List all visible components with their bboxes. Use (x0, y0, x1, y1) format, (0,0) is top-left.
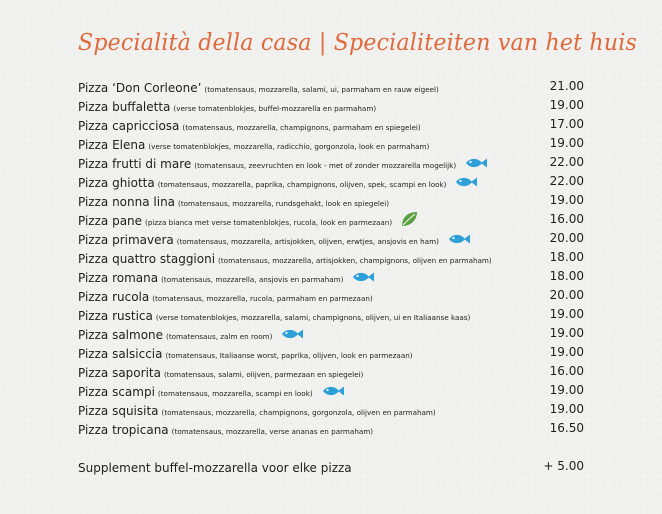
item-name: Pizza Elena (78, 138, 146, 152)
item-description: (tomatensaus, mozzarella, champignons, gorgonzola, olijven en parmaham) (161, 408, 436, 417)
item-description: (tomatensaus, mozzarella, rundsgehakt, look en spiegelei) (178, 199, 390, 208)
menu-item-1 (78, 77, 584, 96)
item-price: 16.00 (549, 364, 584, 378)
menu-item-12 (78, 286, 584, 305)
item-price: 18.00 (549, 250, 584, 264)
item-name: Pizza nonna lina (78, 195, 176, 209)
item-description: (tomatensaus, mozzarella, artisjokken, champignons, olijven en parmaham) (218, 256, 492, 265)
item-price: 21.00 (549, 79, 584, 93)
fish-icon (321, 382, 345, 401)
page-title: Specialità della casa | Specialiteiten van het huis (78, 30, 638, 56)
item-description: (tomatensaus, mozzarella, salami, ui, parmaham en rauw eigeel) (204, 85, 439, 94)
menu-list (78, 77, 584, 438)
item-name: Pizza scampi (78, 385, 155, 399)
item-price: 19.00 (549, 307, 584, 321)
item-description: (verse tomatenblokjes, buffel-mozzarella en parmaham) (173, 104, 377, 113)
fish-icon (351, 268, 375, 287)
fish-icon (464, 154, 488, 173)
menu-item-2 (78, 96, 584, 115)
menu-item-4 (78, 134, 584, 153)
menu-item-8 (78, 210, 584, 229)
item-price: 19.00 (549, 98, 584, 112)
item-description: (tomatensaus, mozzarella, ansjovis en parmaham) (161, 275, 344, 284)
item-name: Pizza saporita (78, 366, 161, 380)
menu-item-18 (78, 400, 584, 419)
item-name: Pizza pane (78, 214, 143, 228)
item-name: Pizza frutti di mare (78, 157, 192, 171)
menu-item-11 (78, 267, 584, 286)
item-price: 19.00 (549, 326, 584, 340)
menu-item-16 (78, 362, 584, 381)
item-name: Pizza rustica (78, 309, 153, 323)
item-name: Pizza quattro staggioni (78, 252, 216, 266)
item-name: Pizza capricciosa (78, 119, 180, 133)
item-price: 19.00 (549, 345, 584, 359)
supplement-row (78, 457, 584, 476)
menu-item-10 (78, 248, 584, 267)
item-price: 20.00 (549, 288, 584, 302)
item-description: (tomatensaus, mozzarella, rucola, parmaham en parmezaan) (152, 294, 373, 303)
item-description: (verse tomatenblokjes, mozzarella, salami, champignons, olijven, ui en Italiaanse kaas) (155, 313, 471, 322)
item-name: Pizza romana (78, 271, 159, 285)
item-description: (pizza bianca met verse tomatenblokjes, rucola, look en parmezaan) (145, 218, 393, 227)
item-description: (tomatensaus, mozzarella, paprika, champignons, olijven, spek, scampi en look) (157, 180, 447, 189)
supplement-label: Supplement buffel-mozzarella voor elke pizza (78, 461, 352, 475)
item-description: (tomatensaus, mozzarella, verse ananas en parmaham) (171, 427, 374, 436)
item-price: 17.00 (549, 117, 584, 131)
item-description: (tomatensaus, zeevruchten en look - met of zonder mozzarella mogelijk) (194, 161, 457, 170)
item-description: (tomatensaus, mozzarella, artisjokken, olijven, erwtjes, ansjovis en ham) (176, 237, 439, 246)
item-name: Pizza salsiccia (78, 347, 163, 361)
item-price: 19.00 (549, 193, 584, 207)
item-price: 19.00 (549, 402, 584, 416)
item-price: 19.00 (549, 136, 584, 150)
item-name: Pizza ‘Don Corleone’ (78, 81, 202, 95)
item-name: Pizza ghiotta (78, 176, 155, 190)
item-price: 19.00 (549, 383, 584, 397)
item-description: (tomatensaus, zalm en room) (166, 332, 273, 341)
menu-item-15 (78, 343, 584, 362)
menu-item-7 (78, 191, 584, 210)
item-name: Pizza rucola (78, 290, 150, 304)
menu-item-3 (78, 115, 584, 134)
menu-item-19 (78, 419, 584, 438)
item-name: Pizza tropicana (78, 423, 169, 437)
item-description: (tomatensaus, mozzarella, scampi en look) (157, 389, 313, 398)
item-description: (tomatensaus, mozzarella, champignons, parmaham en spiegelei) (182, 123, 421, 132)
item-price: 18.00 (549, 269, 584, 283)
fish-icon (447, 230, 471, 249)
item-price: 22.00 (549, 174, 584, 188)
item-name: Pizza primavera (78, 233, 174, 247)
item-price: 16.00 (549, 212, 584, 226)
menu-item-17 (78, 381, 584, 400)
item-price: 20.00 (549, 231, 584, 245)
menu-item-13 (78, 305, 584, 324)
item-price: 22.00 (549, 155, 584, 169)
item-description: (verse tomatenblokjes, mozzarella, radicchio, gorgonzola, look en parmaham) (148, 142, 430, 151)
fish-icon (454, 173, 478, 192)
menu-item-5 (78, 153, 584, 172)
item-name: Pizza salmone (78, 328, 164, 342)
leaf-icon (400, 211, 418, 231)
fish-icon (280, 325, 304, 344)
item-description: (tomatensaus, salami, olijven, parmezaan en spiegelei) (163, 370, 364, 379)
menu-item-14 (78, 324, 584, 343)
menu-item-9 (78, 229, 584, 248)
item-price: 16.50 (549, 421, 584, 435)
item-description: (tomatensaus, Italiaanse worst, paprika, olijven, look en parmezaan) (165, 351, 413, 360)
menu-item-6 (78, 172, 584, 191)
supplement-price: + 5.00 (543, 459, 584, 473)
item-name: Pizza squisita (78, 404, 159, 418)
item-name: Pizza buffaletta (78, 100, 171, 114)
